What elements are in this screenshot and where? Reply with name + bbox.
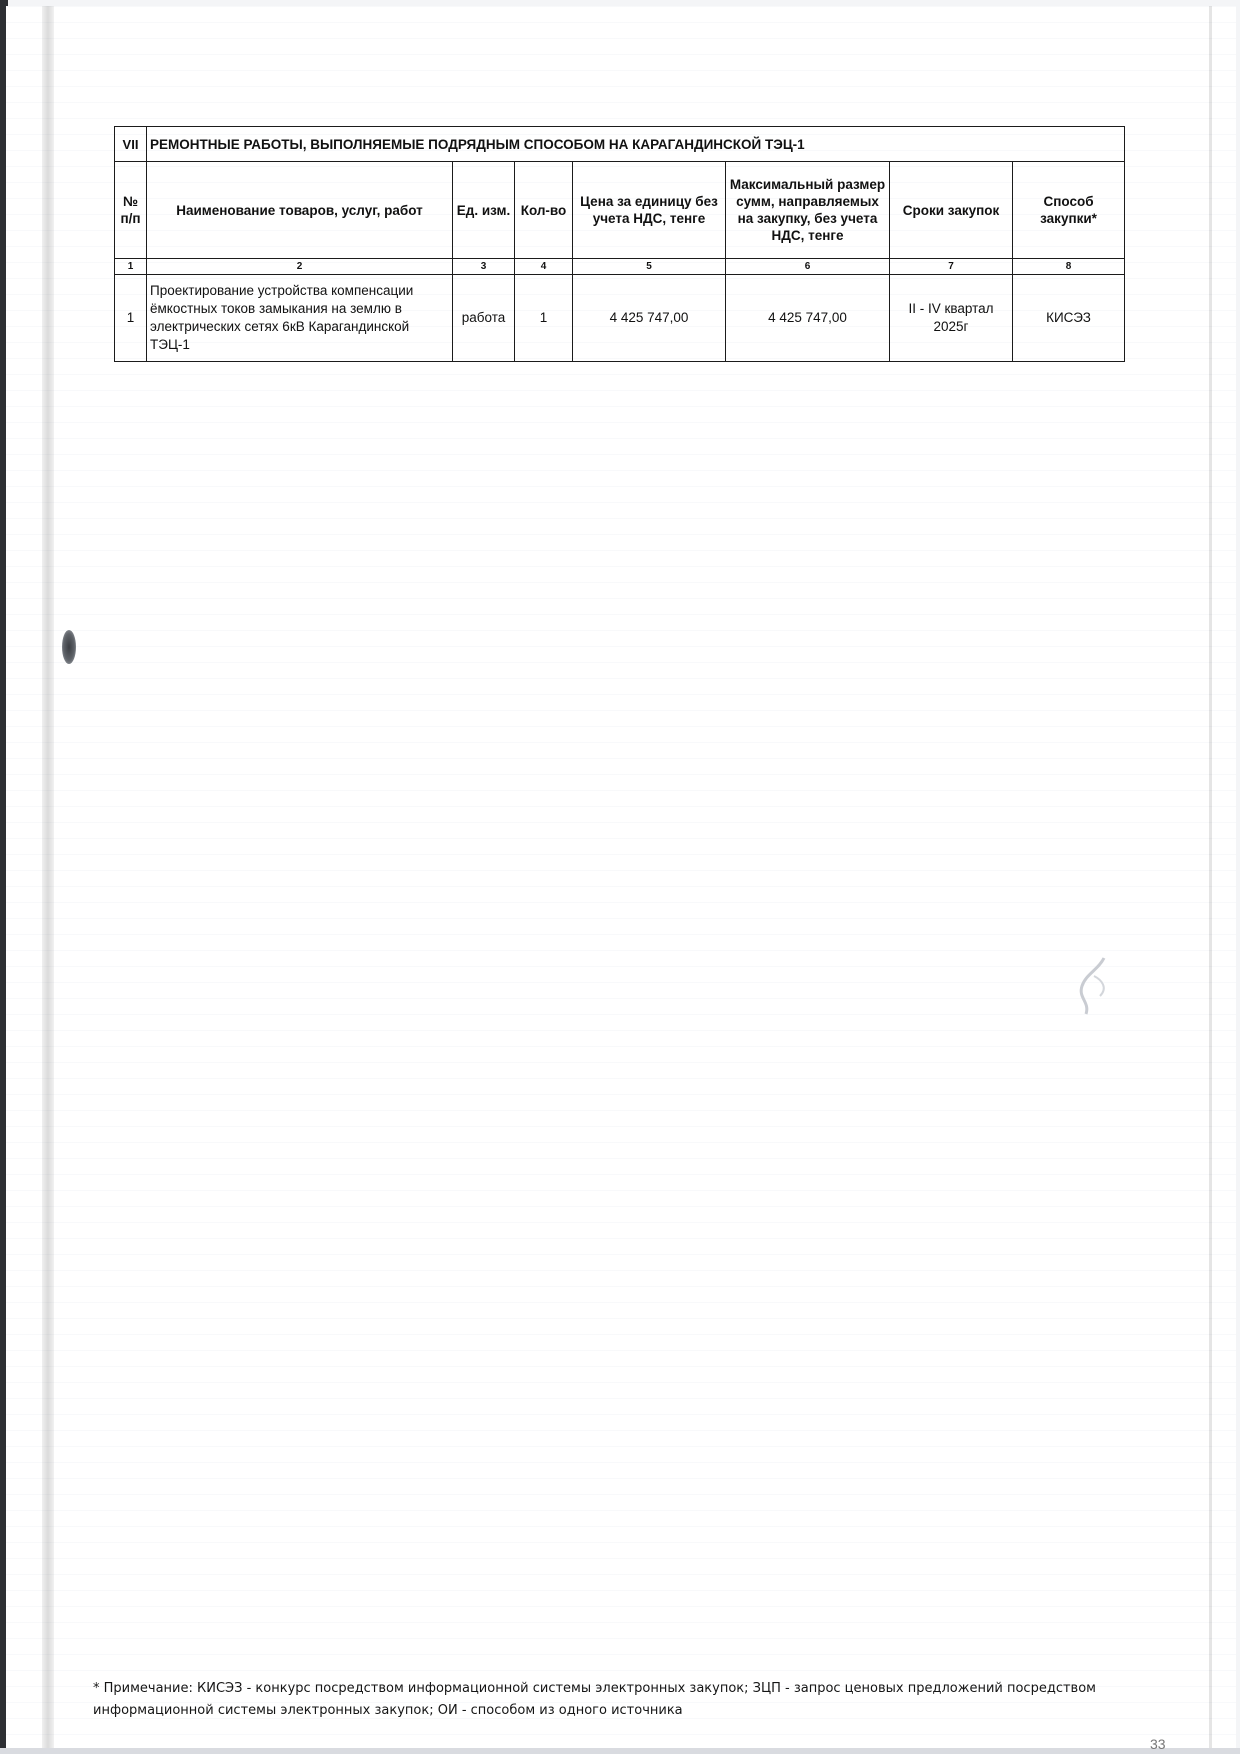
- section-number: VII: [115, 127, 147, 162]
- scan-right-edge-shadow: [1209, 6, 1212, 1748]
- header-cell: Кол-во: [515, 162, 573, 259]
- item-name: Проектирование устройства компенсации ёмкостных токов замыкания на землю в электрических сетях 6кВ Карагандинской ТЭЦ-1: [147, 275, 453, 362]
- header-cell: № п/п: [115, 162, 147, 259]
- header-cell: Максимальный размер сумм, направляемых на закупку, без учета НДС, тенге: [726, 162, 890, 259]
- item-quantity: 1: [515, 275, 573, 362]
- item-method: КИСЭЗ: [1013, 275, 1125, 362]
- header-cell: Наименование товаров, услуг, работ: [147, 162, 453, 259]
- footnote: * Примечание: КИСЭЗ - конкурс посредством информационной системы электронных закупок; ЗЦП - запрос ценовых предложений посредством информационной системы электронных закупок; ОИ - способом из одного источника: [93, 1681, 1096, 1718]
- header-row: [115, 162, 1125, 259]
- item-unit: работа: [453, 275, 515, 362]
- column-number: 6: [726, 259, 890, 275]
- document-page: [6, 6, 1236, 1748]
- column-number: 2: [147, 259, 453, 275]
- table-row: [115, 275, 1125, 362]
- header-cell: Цена за единицу без учета НДС, тенге: [573, 162, 726, 259]
- column-number: 3: [453, 259, 515, 275]
- section-title: РЕМОНТНЫЕ РАБОТЫ, ВЫПОЛНЯЕМЫЕ ПОДРЯДНЫМ СПОСОБОМ НА КАРАГАНДИНСКОЙ ТЭЦ-1: [147, 127, 1125, 162]
- stamp-mark-icon: [1064, 952, 1122, 1022]
- column-number: 5: [573, 259, 726, 275]
- item-max-amount: 4 425 747,00: [726, 275, 890, 362]
- header-cell: Ед. изм.: [453, 162, 515, 259]
- header-cell: Способ закупки*: [1013, 162, 1125, 259]
- header-cell: Сроки закупок: [890, 162, 1013, 259]
- column-number: 7: [890, 259, 1013, 275]
- column-number: 1: [115, 259, 147, 275]
- scan-bottom-edge: [0, 1748, 1240, 1754]
- row-number: 1: [115, 275, 147, 362]
- item-period: II - IV квартал 2025г: [890, 275, 1013, 362]
- faint-stamp-mark: [1064, 952, 1122, 1022]
- column-number-row: [115, 259, 1125, 275]
- page-number: 33: [1150, 1736, 1166, 1752]
- scan-fold-shadow: [42, 6, 54, 1748]
- procurement-table: [114, 126, 1125, 362]
- column-number: 8: [1013, 259, 1125, 275]
- section-row: [115, 127, 1125, 162]
- item-unit-price: 4 425 747,00: [573, 275, 726, 362]
- column-number: 4: [515, 259, 573, 275]
- binder-hole: [62, 630, 76, 664]
